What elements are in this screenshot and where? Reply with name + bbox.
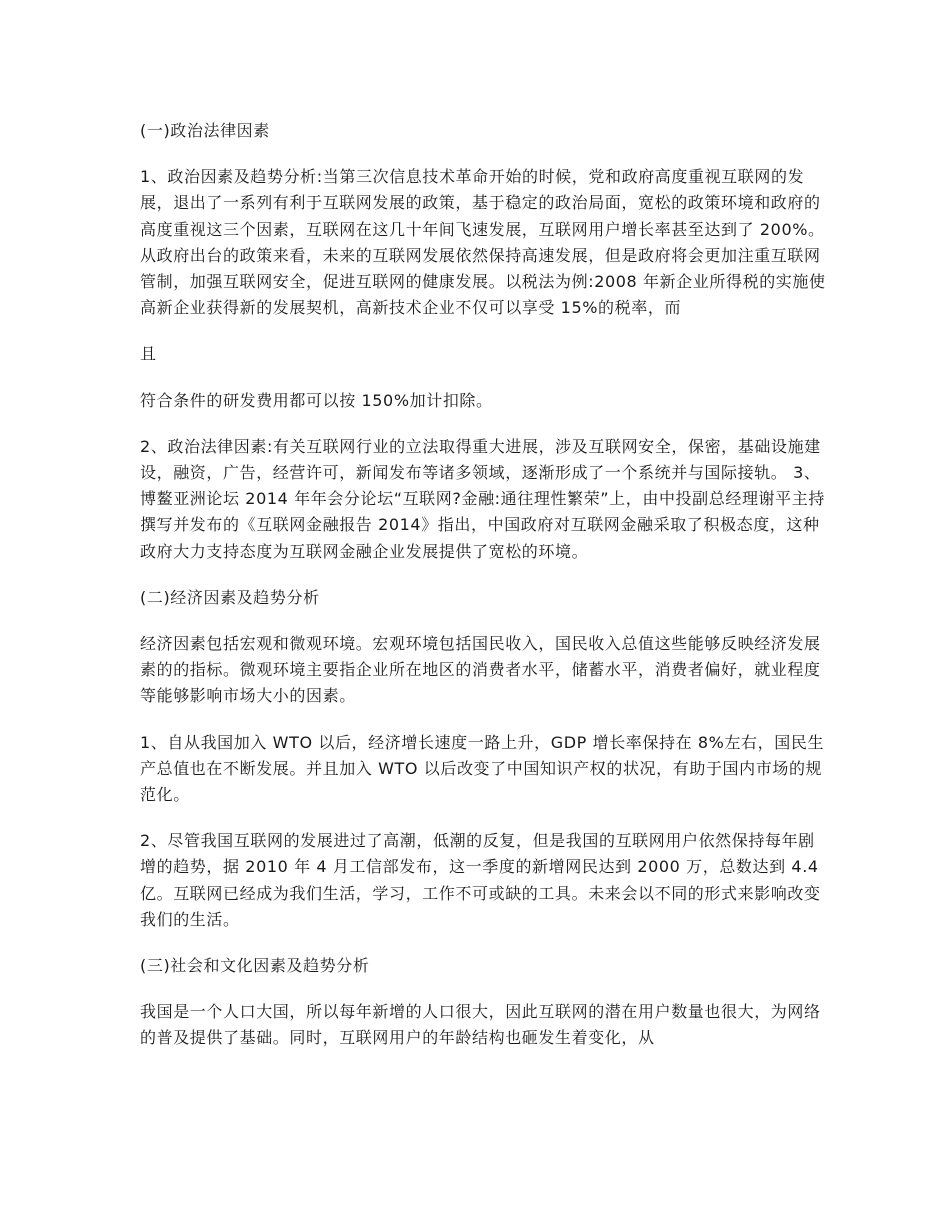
paragraph-rd-deduction: 符合条件的研发费用都可以按 150%加计扣除。 [140,390,493,410]
paragraph-economic-environment: 经济因素包括宏观和微观环境。宏观环境包括国民收入，国民收入总值这些能够反映经济发展素的的指标。微观环境主要指企业所在地区的消费者水平，储蓄水平，消费者偏好，就业程度等能够影响市场大小的因素。 [140,634,821,706]
section-heading-social-cultural: (三)社会和文化因素及趋势分析 [140,956,370,976]
paragraph-legal-factors: 2、政治法律因素:有关互联网行业的立法取得重大进展，涉及互联网安全，保密，基础设施建设，融资，广告，经营许可，新闻发布等诸多领域，逐渐形成了一个系统并与国际接轨。 3、博鳌亚洲论坛 2014 年年会分论坛“互联网?金融:通往理性繁荣”上，由中投副总经理谢平主持撰写并发布的《互联网金融报告 2014》指出，中国政府对互联网金融采取了积极态度，这种政府大力支持态度为互联网金融企业发展提供了宽松的环境。 [140,436,825,561]
paragraph-internet-users: 2、尽管我国互联网的发展进过了高潮，低潮的反复，但是我国的互联网用户依然保持每年剧增的趋势，据 2010 年 4 月工信部发布，这一季度的新增网民达到 2000 万，总数达到 4.4 亿。互联网已经成为我们生活，学习，工作不可或缺的工具。未来会以不同的形式来影响改变我们的生活。 [140,831,821,929]
document-page [140,118,830,1072]
section-heading-political-legal: (一)政治法律因素 [140,121,270,140]
paragraph-political-trend: 1、政治因素及趋势分析:当第三次信息技术革命开始的时候，党和政府高度重视互联网的发展，退出了一系列有利于互联网发展的政策，基于稳定的政治局面，宽松的政策环境和政府的高度重视这三个因素，互联网在这几十年间飞速发展，互联网用户增长率甚至达到了 200%。从政府出台的政策来看，未来的互联网发展依然保持高速发展，但是政府将会更加注重互联网管制，加强互联网安全，促进互联网的健康发展。以税法为例:2008 年新企业所得税的实施使高新企业获得新的发展契机，高新技术企业不仅可以享受 15%的税率，而 [140,167,826,318]
paragraph-fragment: 且 [140,344,157,364]
paragraph-population: 我国是一个人口大国，所以每年新增的人口很大，因此互联网的潜在用户数量也很大，为网络的普及提供了基础。同时，互联网用户的年龄结构也砸发生着变化，从 [140,1002,821,1048]
paragraph-wto: 1、自从我国加入 WTO 以后，经济增长速度一路上升，GDP 增长率保持在 8%左右，国民生产总值也在不断发展。并且加入 WTO 以后改变了中国知识产权的状况，有助于国内市场的规范化。 [140,732,825,805]
section-heading-economic: (二)经济因素及趋势分析 [140,587,320,607]
